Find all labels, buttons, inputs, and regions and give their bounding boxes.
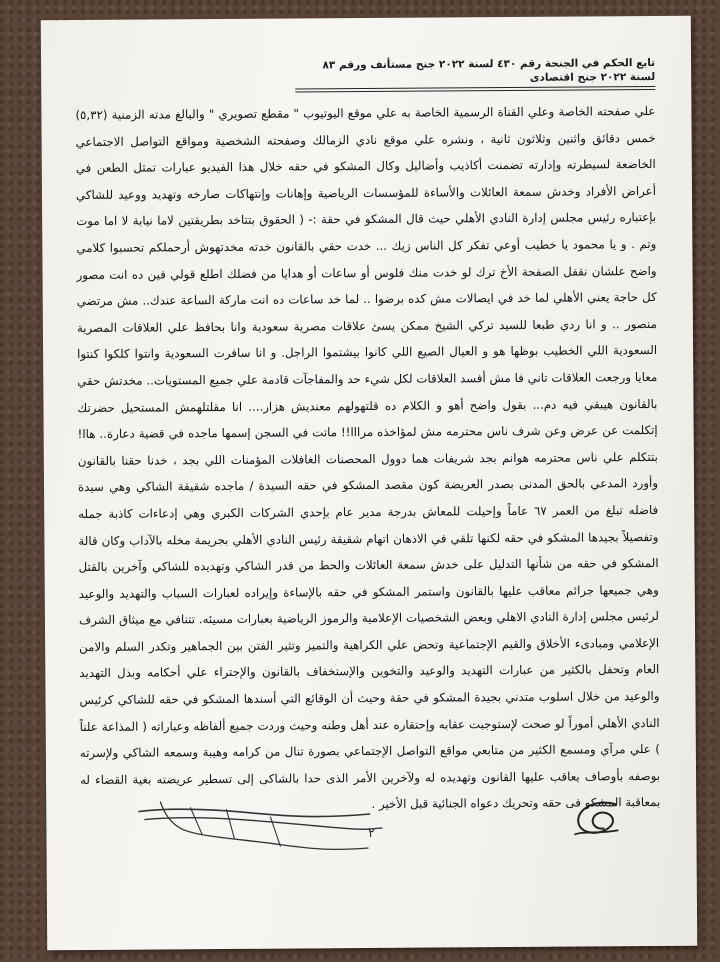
header-underline-second — [295, 89, 655, 93]
body-text — [75, 98, 660, 820]
document-page — [41, 16, 697, 951]
header-case-reference: تابع الحكم في الجنحة رقم ٤٣٠ لسنة ٢٠٢٢ جنح مستأنف ورقم ٨٣ لسنة ٢٠٢٢ جنح اقتصادى — [322, 56, 656, 84]
signature-scribble — [130, 788, 390, 860]
page-header — [295, 56, 655, 93]
body-paragraph: علي صفحته الخاصة وعلي القناة الرسمية الخاصة به علي موقع اليوتيوب " مقطع تصويري " والبالغ مدته الزمنية (٥,٣٢) خمس دقائق واثنين وثلاثون ثانية ، ونشره علي موقع نادي الزمالك وصفحته الشخصية ومواقع التواصل الاجتماعي الخاضعة لسيطرته وإدارته تضمنت أكاذيب وأضاليل وكال المشكو في حقه خلال هذا الفيديو عبارات تمثل الطعن في أعراض الأفراد وخدش سمعة العائلات والأساءة للمؤسسات الرياضية وإهانات وإنتهاكات صارخه وتهديد ووعيد للشاكي بإعتباره رئيس مجلس إدارة النادي الأهلي حيث قال المشكو في حقة :- ( الحقوق بتتاخد بطريقتين لاما نيابة لا اما موت وتم . و يا محمود يا خطيب أوعي تفكر كل الناس زيك ... خدت حقي بالقانون خدته مخدتهوش أرحملكم تحسبوا كلامي واضح علشان نقفل الصفحة الأخ ترك لو خدت منك فلوس أو ساعات أو هدايا من فضلك اطلع قولي فين ده انت مصور كل حاجة يعني الأهلي لما خد في ايصالات مش كده برضوا .. لما خد ساعات ده انت ماركة الساعة عندك.. مش مرتضي منصور .. و انا ردي طبعا للسيد تركي الشيخ ممكن يسئ علاقات مصرية سعودية وانا بحافظ علي العلاقات المصرية السعودية اللي الخطيب بوظها هو و العيال الصيع اللي كانوا بيشتموا الراجل. و انا سافرت السعودية وانتوا كلكوا كنتوا معايا ورجعت العلاقات تاني فا مش أفسد العلاقات لكل شيء حد والمفاجآت قادمة علي جميع المستويات.. مخدتش حقي بالقانون هيبقي فيه دم... بقول واضح أهو و الكلام ده قلتهولهم معنديش هزار.... انا مقلتلهمش المستحيل حضرتك إتكلمت عن عرض وعن شرف ناس محترمه مش لمؤاخذه مرااا!! ماتت في السجن إسمها ماجده في قضية دعارة.. هاا! بتتكلم علي ناس محترمه هوانم بجد شريفات هما دوول المحصنات الغافلات المؤمنات اللي بجد ، خدنا حقنا بالقانون وأورد المدعي بالحق المدنى بصدر العريضة كون مقصد المشكو في حقه السيدة / ماجده شقيقة الشاكي وهي سيدة فاضله تبلغ من العمر ٦٧ عاماً وإحيلت للمعاش بدرجة مدير عام بإحدي الشركات الكبري وهي إدعاءات كاذبة جمله وتفصيلاً بجيدها المشكو في حقه لكنها تلقي في الاذهان اتهام شقيقة رئيس النادي الأهلي بجريمة مخله بالآداب وكان قالة المشكو في حقه من شأنها التدليل على خدش سمعة العائلات والحط من قدر الشاكي وتهديده للشاكي وآخرين بالقتل وهي جميعها جرائم معاقب عليها بالقانون واستمر المشكو في حقه بالإساءة وإيراده لعبارات السباب والتهديد والوعيد لرئيس مجلس إدارة النادي الاهلي وبعض الشخصيات الإعلامية والرموز الرياضية بعبارات مسيئه. تتنافي مع ميثاق الشرف الإعلامي ومبادىء الأخلاق والقيم الإجتماعية وتحض علي الكراهية والتميز وتثير الفتن بين الجماهير وتكدر السلم والامن العام وتحفل بالكثير من عبارات التهديد والوعيد والتخوين والإستخفاف بالقانون والإجتراء علي أحكامه وبذل التهديد والوعيد من خلال اسلوب متدني بجيدة المشكو في حقة وحيث أن الوقائع التي أسندها المشكو في حقه للشاكي كرئيس النادي الأهلي أموراً لو صحت لإستوجبت عقابه وإحتقاره عند أهل وطنه وحيث وردت جميع ألفاظه وعباراته ( المذاعة علناً ) علي مرآي ومسمع الكثير من متابعي مواقع التواصل الإجتماعي بصورة تنال من كرامه وهيبة وسمعه الشاكي ولإسرته بوصفه بأوصاف يعاقب عليها القانون وتهديده له ولآخرين الأمر الذى حدا بالشاكى إلى تسطير عريضته بغية القضاء له بمعاقبة المشكو فى حقه وتحريك دعواه الجنائية قبل الأخير . — [75, 103, 661, 812]
page-number: ٢ — [368, 825, 375, 841]
